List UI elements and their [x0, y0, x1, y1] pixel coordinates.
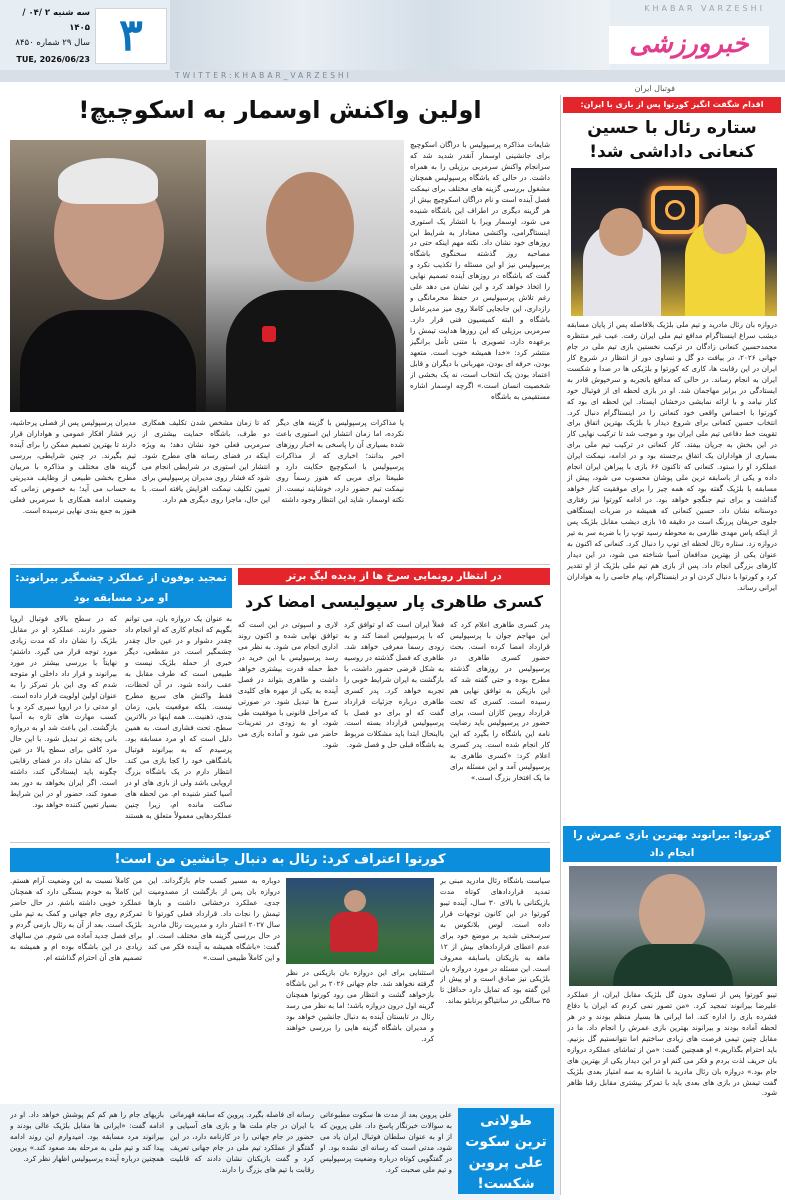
right-story-body2: تیبو کورتوا پس از تساوی بدون گل بلژیک مقابل ایران، از عملکرد علیرضا بیرانوند تمجید کرد. «من تصور نمی کردم که ایران با دفاع فشرده بازی را اداره کند. اما ایرانی ها بسیار منظم بودند و در هر لحظه آماده بودند و بیرانوند بهترین بازی عمرش را انجام داد. ما در مقابل چنین تیمی فرصت های زیادی ساختیم اما نتوانستیم گل بزنیم. باید احترام بگذاریم.» او همچنین گفت: «من از تماشای عملکرد دروازه بان حریف لذت بردم و فکر می کنم او در این دیدار یکی از بهترین های جام بود.» دروازه بان رئال مادرید با اشاره به سه امتیاز بعدی بلژیک گفت تیمش در بازی های بعدی باید با تمرکز بیشتری مقابل رقبا ظاهر شود. — [567, 990, 777, 1098]
right-story-kicker: اقدام شگفت انگیز کورتوا پس از بازی با ایران: — [563, 97, 781, 113]
right-banner-courtois: کورتوا: بیرانوند بهترین بازی عمرش را انجام داد — [563, 826, 781, 862]
skocic-photo — [10, 140, 206, 412]
column-divider — [560, 95, 561, 1195]
main-story-col4: مدیران پرسپولیس پس از فصلی پرحاشیه، زیر فشار افکار عمومی و هواداران قرار دارند تا بهترین تصمیم ممکن را برای آینده تیم بگیرند. در چنین شرایطی، بررسی گزینه های مختلف و مذاکره با مربیان مطرح بخشی طبیعی از وظایف مدیریتی به حساب می آید؛ به خصوص زمانی که وضعیت ادامه همکاری با سرمربی فعلی هنوز به جمع بندی نهایی نرسیده است. — [10, 418, 136, 515]
courtois-story-title: کورتوا اعتراف کرد: رئال به دنبال جانشین من است! — [10, 848, 550, 872]
page-number-box — [95, 8, 167, 64]
right-story-body: دروازه بان رئال مادرید و تیم ملی بلژیک بلافاصله پس از پایان مسابقه دیشب سراغ اینستاگرام مدافع تیم ملی ایران رفت. عیب غیر منتظره محمدحسین کنعانی زادگان در ترکیب نخستین بازی تیم ملی در جام جهانی ۲۰۲۶، در بیافت دو گل و تساوی دور از انتظار در شروع کار ایران در این رقابت ها، کاری که کورتوا و بلژیکی ها در صدا و شکست ایران به انجام رساند. در حالی که مدافع باتجربه و سرخپوش قادر به ایستادگی در برابر مهاجمان شد. او در بازی لحظه ای از فوتبال خود کنار نیامد و با ارائه نمایشی درخشان ایستاد. این لحظه ای بود که کورتوا با احساس واقعی خود کنعانی را در اینستاگرام دنبال کرد. انتخاب حسین کنعانی برای شروع دیدار با بلژیک بهترین اتفاق برای تقویت خط دفاعی تیم ملی ایران بود و موجب شد تا ترکیب نهایی کار در این بخش به جریان بیفتد. کار کنعانی در ترکیب تیم ملی برای بسیاری از هواداران یک اتفاق برجسته بود و در ادامه، نیمکت ایران عملکرد او را ستود. کنعانی که تاکنون ۶۶ بازی با پیراهن ایران انجام داده و یکی از باسابقه ترین ملی پوشان محسوب می شود، پیش از مسابقه با بلژیک گفته بود که همه چیز را برای موفقیت کنار خواهد گذاشت و برای تیم جنگجو خواهد بود. در ادامه کورتوا نیز رفتاری دوستانه نشان داد. حسین کنعانی که همیشه در ضربات ایستگاهی جلوی حریفان پررنگ است در دقیقه ۱۵ بازی دیشب مقابل بلژیک پس از اینکه پاس مهدی طارمی به محوطه رسید توپ را با ضربه سر به تیر دروازه زد. ستاره رئال لحظه ای توپ را دنبال کرد. کنعانی که اکنون به عنوان یکی از بهترین مدافعان آسیا شناخته می شود، در این دیدار کارهای بزرگی انجام داد. پس از بازی هم تیم ملی بلژیک از او تقدیر کرد و کورتوا با دنبال کردن او در اینستاگرام، پیام خاصی را به هواداران ایرانی رساند. — [567, 320, 777, 592]
osmar-photo — [206, 140, 404, 412]
buffon-col-a: به عنوان یک دروازه بان، می توانم بگویم که انجام کاری که او انجام داد چقدر دشوار و در عین حال چقدر چشمگیر است. در مقطعی، دیگر خبری از حمله بلژیک نیست و طبیعی است که طرف مقابل به عقب رانده شود. در آن لحظات، فقط واکنش های سریع مطرح نیست. بلکه موقعیت یابی، زمان بندی، ذهنیت... همه اینها در بالاترین سطح. تحت فشاری است. به همین دلیل است که او مرد مسابقه بود. پرسیدم که به بیرانوند فوتبال باشگاهی خود را کجا بازی می کند. انتظار دارم در یک باشگاه بزرگ اروپایی باشد ولی از بازی های او در آسیا کمتر شنیده ام. من لحظه های ساکت مانده ام، زیرا چنین عملکردهایی معمولاً متعلق به هستند که در سطح بالای فوتبال اروپا حضور دارند. عملکرد او در مقابل بلژیک را نشان داد که مدت زیادی مورد توجه قرار می گیرد. داشتم؛ نهایتاً با بررسی بیشتر در مورد بیرانوند و قرار داد داخلی او متوجه شدم که وی این بار تمرکز را به عنوان اولین اولویت قرار داده است. او مدتی را در اروپا سپری کرد و با کسب مهارت های تازه به آسیا بازگشت. این باعث شد او به دروازه بانی پخته تر تبدیل شود. با این حال مرد کافی برای سطح بالا در عین حال که نشان داد در فضای رقابتی چگونه باید ایستادگی کند، داشته است. اگر ایران بخواهد به دور بعد صعود کند، حضور او در این شرایط بسیار تعیین کننده خواهد بود. — [10, 614, 232, 820]
courtois-training-photo — [286, 878, 434, 964]
taheri-title: کسری طاهری پار سپولیسی امضا کرد — [244, 592, 543, 611]
main-story-col1: شایعات مذاکره پرسپولیس با دراگان اسکوچیچ برای جانشینی اوسمار آنقدر شدید شد که سرانجام واکنش سرمربی برزیلی را به همراه داشت. در حالی که باشگاه پرسپولیس همچنان مشغول بررسی گزینه های مختلف برای نیمکت فصل آینده است و نام دراگان اسکوچیچ بیش از هر گزینه دیگری در اطراف این باشگاه شنیده می شود، اوسمار ویرا با انتشار یک استوری اینستاگرامی، واکنشی معنادار به شرایط این روزهای خود نشان داد. نکته مهم اینکه حتی در مصاحبه روز گذشته سخنگوی باشگاه پرسپولیس نیز او این مسئله را تکذیب نکرد و گفت که باشگاه در روزهای آینده تصمیم نهایی را اتخاذ خواهد کرد و این نشان می دهد علی رغم تلاش پرسپولیس در حفظ محرمانگی و رازداری، این جابجایی کاملا روی میز مدیرعامل باشگاه و البته کمیسیون فنی قرار دارد. سرمربی برزیلی که این روزها هدایت تیمش را برعهده دارد، تصویری با متنی تأمل برانگیز منتشر کرد: «خدا همیشه خوب است. متعهد بودن، حرفه ای بودن، مهربانی با دیگران و قابل اعتماد بودن یک انتخاب است، نه یک بخشی از شخصیت انسان است.» اگرچه اوسمار اشاره مستقیمی به باشگاه — [410, 140, 550, 401]
footer-col-c: بازیهای جام را هم کم کم پوشش خواهد داد. او در ادامه گفت: «ایرانی ها مقابل بلژیک عالی بودند و بیرانوند مرد مسابقه بود. امیدوارم این روند ادامه پیدا کند و تیم ملی به مرحله بعد صعود کند.» پروین همچنین درباره آینده پرسپولیس اظهار نظر کرد. — [10, 1110, 164, 1163]
masthead-photo-strip — [170, 0, 610, 70]
masthead — [0, 0, 785, 82]
year-issue: سال ۲۹ شماره ۸۴۵۰ — [15, 38, 90, 48]
page-number: ۳ — [119, 10, 143, 61]
taheri-col-c: لاری و اسپوتی در این است که توافق نهایی شده و اکنون روند اداری انجام می شود. به نظر می رسد پرسپولیس با این خرید در خط حمله قدرت بیشتری خواهد داشت و طاهری بتواند در فصل آینده به یکی از مهره های کلیدی سرخ ها تبدیل شود. در صورتی که مراحل قانونی با موفقیت طی شود، او به زودی در تمرینات حاضر می شود و آماده بازی می شود. — [238, 620, 338, 750]
date-fa: سه شنبه ۲ /۰۴ /۱۴۰۵ — [22, 8, 90, 33]
taheri-kicker: در انتظار رونمایی سرخ ها از پدیده لیگ برتر — [238, 568, 550, 585]
date-en: TUE, 2026/06/23 — [16, 55, 90, 64]
instagram-icon — [651, 186, 699, 234]
twitter-handle: TWITTER:KHABAR_VARZESHI — [175, 71, 352, 80]
section-label: فوتبال ایران — [634, 84, 675, 93]
main-story-col2: یا مذاکرات پرسپولیس با گزینه های دیگر نکرده، اما زمان انتشار این استوری باعث شده بسیاری آن را پاسخی به اخبار روزهای اخیر بدانند؛ اخباری که از مذاکرات پرسپولیس با اسکوچیچ حکایت دارد و طبیعتا برای مربی که هنوز رسماً روی نیمکت تیم حضور دارد، خوشایند نیست. از نکته اوسمار، شاید این انتظار وجود داشته — [276, 418, 404, 504]
footer-col-b: رسانه ای فاصله بگیرد. پروین که سابقه قهرمانی با ایران در جام ملت ها و بازی های آسیایی و حضور در جام جهانی را در کارنامه دارد، در این گفتگو از عملکرد تیم ملی در جام جهانی تعریف کرد و گفت بازیکنان نشان دادند که قابلیت رقابت با تیم های بزرگ را دارند. — [170, 1110, 314, 1174]
masthead-stripe — [0, 70, 785, 82]
taheri-col-b: فعلاً ایران است که او توافق کرد که با پرسپولیس امضا کند و به زودی رسما معرفی خواهد شد. طاهری که فصل گذشته در روسیه به شکل قرضی حضور داشت، با بازگشت به ایران شرایط خوبی را تجربه خواهد کرد. پدر کسری طاهری درباره جزئیات قرارداد گفت که او برای دو فصل با پرسپولیس قرارداد بسته است. بااینحال ابتدا باید مشکلات مربوط به باشگاه قبلی حل و فصل شود. — [344, 620, 444, 750]
courtois-col-a: سیاست باشگاه رئال مادرید مبنی بر تمدید قراردادهای کوتاه مدت بازیکنانی با بالای ۳۰ سال، آینده تیبو کورتوا در این کانون توجهات قرار داده است. لوس بلانکوس به سرسختی شدید بر موضع خود برای عدم اعطای قراردادهای بیش از ۱۲ ماهه به بازیکنان باسابقه معروف است. این مسئله در مورد دروازه بان بلژیکی نیز صادق است و او پیش از این گفته بود که تمایل دارد حداقل تا ۳۵ سالگی در سانتیاگو برنابئو بماند. — [440, 876, 550, 1006]
brand-logo-text: خبرورزشی — [629, 29, 749, 59]
footer-col-a: علی پروین بعد از مدت ها سکوت مطبوعاتی به سوالات خبرنگار پاسخ داد. علی پروین که از او به عنوان سلطان فوتبال ایران یاد می شود، مدتی است که رسانه ای نشده بود. او در گفتگویی کوتاه درباره وضعیت پرسپولیس و تیم ملی صحبت کرد. — [320, 1110, 452, 1174]
footer-title: طولانی ترین سکوت علی پروین شکست! — [458, 1108, 554, 1194]
main-story-col3: که تا زمان مشخص شدن تکلیف همکاری دو طرف، باشگاه حمایت بیشتری از سرمربی فعلی خود نشان دهد؛ به ویژه اینکه در فضای رسانه های مطرح شود. انتشار این استوری در شرایطی انجام می شود که فشار روی مدیران پرسپولیس برای تعیین تکلیف نیمکت افزایش یافته است. با این حال، ماجرا روی دیگری هم دارد. — [142, 418, 270, 504]
courtois-photo — [569, 866, 777, 986]
right-story-title: ستاره رئال با حسین کنعانی داداشی شد! — [587, 118, 757, 162]
buffon-banner: تمجید بوفون از عملکرد چشمگیر بیرانوند: او مرد مسابقه بود — [10, 568, 232, 608]
taheri-col-a: پدر کسری طاهری اعلام کرد که این مهاجم جوان با پرسپولیس قرارداد امضا کرده است. بحث حضور کسری طاهری در پرسپولیس در روزهای گذشته مطرح بوده و حتی گفته شد که این بازیکن به توافق نهایی هم رسیده است. کسری که تحت قرارداد روبین کازان است، برای حضور در پرسپولیس باید رضایت نامه این باشگاه را بگیرد که این کار انجام شده است. پدر کسری اعلام کرد: «کسری طاهری به پرسپولیس آمد و این مسئله برای ما یک افتخار بزرگ است.» — [450, 620, 550, 783]
right-story-photo — [571, 168, 777, 316]
masthead-date-block — [6, 6, 90, 66]
courtois-col-c: دوباره به مسیر کسب جام بازگرداند. این دروازه بان پس از بازگشت از مصدومیت جدی، عملکرد درخشانی داشت و بارها تیمش را نجات داد. قرارداد فعلی کورتوا تا سال ۲۰۲۷ اعتبار دارد و مدیریت رئال مادرید در حال بررسی گزینه های مختلف است. او گفت: «باشگاه همیشه به آینده فکر می کند و این کاملاً طبیعی است.» — [148, 876, 280, 962]
courtois-col-b: استثنایی برای این دروازه بان بازیکنی در نظر گرفته نخواهد شد. جام جهانی ۲۰۲۶ بر این باشگاه بازخواهد گشت و انتظار می رود کورتوا همچنان گزینه اول درون دروازه باشد؛ اما به نظر می رسد رئال در تابستان آینده به دنبال جانشین خواهد بود و مدیران باشگاه گزینه هایی را بررسی خواهند کرد. — [286, 968, 434, 1043]
brand-en: KHABAR VARZESHI — [644, 4, 765, 13]
main-story-title: اولین واکنش اوسمار به اسکوچیچ! — [78, 96, 482, 124]
courtois-col-d: من کاملاً نسبت به این وضعیت آرام هستم. این کاملاً به خودم بستگی دارد که همچنان عملکرد خوبی داشته باشم. در حال حاضر تمرکزم روی جام جهانی و کمک به تیم ملی بلژیک است. بعد از آن به رئال بازمی گردم و برای فصل جدید آماده می شوم. من سالهای زیادی در این باشگاه بوده ام و همیشه به تصمیم های آن احترام گذاشته ام. — [10, 876, 142, 962]
persepolis-badge — [262, 326, 276, 342]
brand-logo — [609, 26, 769, 64]
